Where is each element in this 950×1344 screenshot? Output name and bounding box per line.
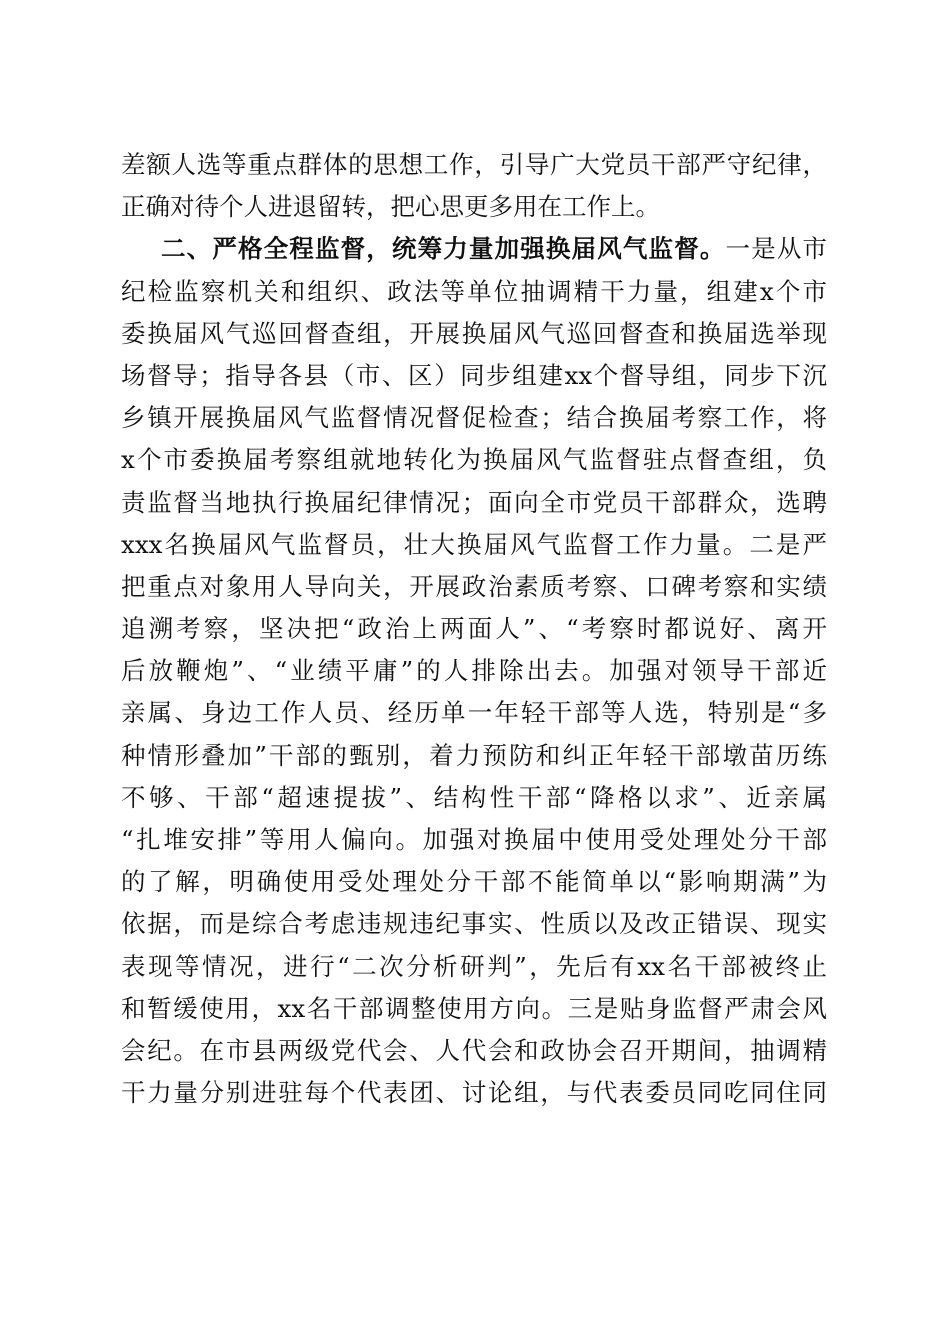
- text-line: 依据，而是综合考虑违规违纪事实、性质以及改正错误、现实: [121, 909, 827, 939]
- text-line: 追溯考察，坚决把“政治上两面人”、“考察时都说好、离开: [121, 614, 827, 644]
- text-line: 的了解，明确使用受处理处分干部不能简单以“影响期满”为: [121, 867, 827, 897]
- section-heading-line: [121, 228, 827, 270]
- text-line: “扎堆安排”等用人偏向。加强对换届中使用受处理处分干部: [121, 825, 827, 854]
- section-heading: 二、严格全程监督，统筹力量加强换届风气监督。: [161, 234, 726, 264]
- text-span: 一是从市: [725, 234, 827, 264]
- text-line: 后放鞭炮”、“业绩平庸”的人排除出去。加强对领导干部近: [121, 656, 827, 686]
- text-line: xxx名换届风气监督员，壮大换届风气监督工作力量。二是严: [121, 529, 827, 559]
- text-line: 干力量分别进驻每个代表团、讨论组，与代表委员同吃同住同: [121, 1078, 827, 1108]
- text-line: 纪检监察机关和组织、政法等单位抽调精干力量，组建x个市: [121, 276, 827, 306]
- text-line: 乡镇开展换届风气监督情况督促检查；结合换届考察工作，将: [121, 403, 827, 433]
- text-line: 正确对待个人进退留转，把心思更多用在工作上。: [121, 192, 660, 222]
- text-line: 表现等情况，进行“二次分析研判”，先后有xx名干部被终止: [121, 951, 827, 981]
- text-line: 差额人选等重点群体的思想工作，引导广大党员干部严守纪律，: [121, 150, 827, 179]
- text-line: 委换届风气巡回督查组，开展换届风气巡回督查和换届选举现: [121, 318, 827, 348]
- text-line: 把重点对象用人导向关，开展政治素质考察、口碑考察和实绩: [121, 571, 827, 601]
- text-line: 不够、干部“超速提拔”、结构性干部“降格以求”、近亲属: [121, 782, 827, 812]
- text-line: x个市委换届考察组就地转化为换届风气监督驻点督查组，负: [121, 445, 827, 475]
- text-line: 场督导；指导各县（市、区）同步组建xx个督导组，同步下沉: [121, 360, 827, 390]
- text-line: 亲属、身边工作人员、经历单一年轻干部等人选，特别是“多: [121, 698, 827, 728]
- text-line: 责监督当地执行换届纪律情况；面向全市党员干部群众，选聘: [121, 487, 827, 517]
- text-line: 会纪。在市县两级党代会、人代会和政协会召开期间，抽调精: [121, 1035, 827, 1065]
- text-line: 种情形叠加”干部的甄别，着力预防和纠正年轻干部墩苗历练: [121, 740, 827, 770]
- text-line: 和暂缓使用，xx名干部调整使用方向。三是贴身监督严肃会风: [121, 993, 827, 1023]
- body-text: [121, 144, 827, 1114]
